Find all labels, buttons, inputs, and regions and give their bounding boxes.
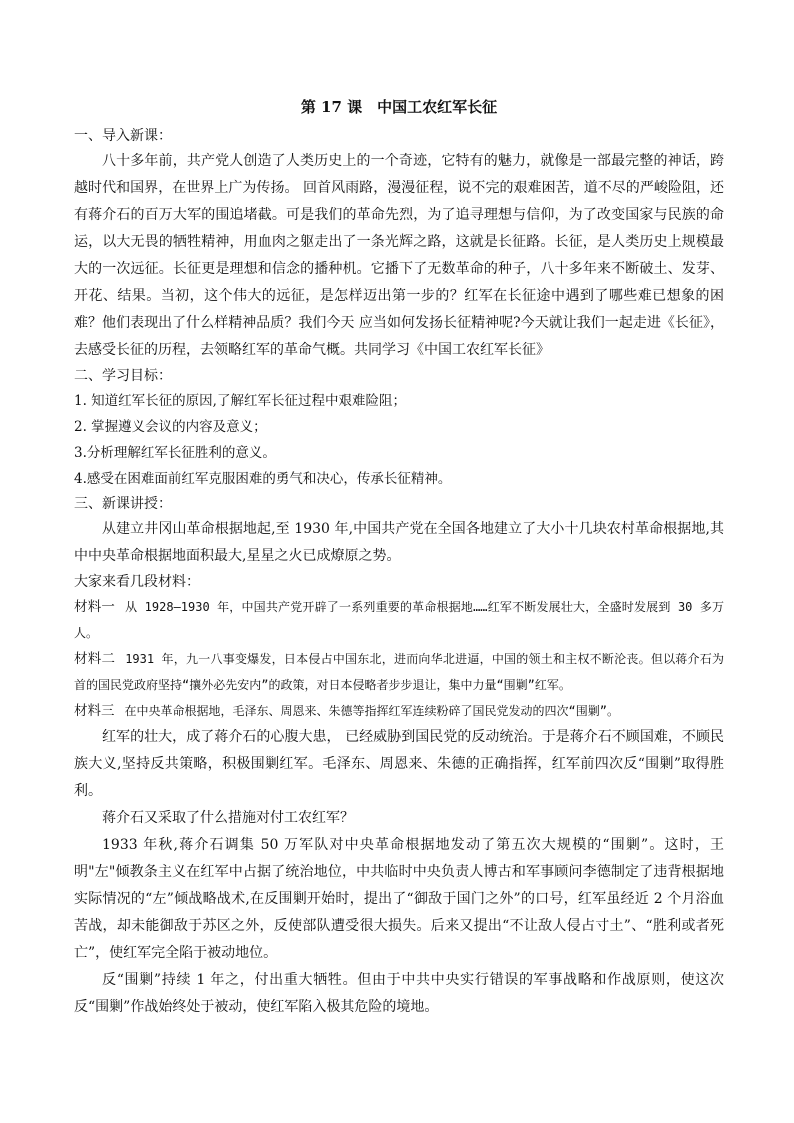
material-label: 材料二 <box>74 651 116 667</box>
paragraph-base-areas: 从建立井冈山革命根据地起,至 1930 年,中国共产党在全国各地建立了大小十几块农村革命根据地,其中中央革命根据地面积最大,星星之火已成燎原之势。 <box>74 521 724 564</box>
question-text: 蒋介石又采取了什么措施对付工农红军？ <box>102 810 354 826</box>
material-label: 材料三 <box>74 703 115 719</box>
lesson-title: 第 17 课 中国工农红军长征 <box>300 98 498 116</box>
paragraph-counter-encirclement: 反“围剿”持续 1 年之，付出重大牺牲。但由于中共中央实行错误的军事战略和作战原则，使这次反“围剿”作战始终处于被动，使红军陷入极其危险的境地。 <box>74 972 724 1015</box>
section-heading-intro: 一、导入新课： <box>74 128 172 144</box>
goal-item: 2. 掌握遵义会议的内容及意义； <box>74 419 267 435</box>
document-page <box>74 96 724 1021</box>
section-heading-goals: 二、学习目标： <box>74 368 172 384</box>
goal-item: 4.感受在困难面前红军克服困难的勇气和决心，传承长征精神。 <box>74 471 452 487</box>
material-one <box>74 594 724 646</box>
material-text: 在中央革命根据地，毛泽东、周恩来、朱德等指挥红军连续粉碎了国民党发动的四次“围剿”。 <box>124 704 619 718</box>
intro-paragraph: 八十多年前，共产党人创造了人类历史上的一个奇迹，它特有的魅力，就像是一部最完整的神话，跨越时代和国界，在世界上广为传扬。 回首风雨路，漫漫征程，说不完的艰难困苦，道不尽的严峻险阻，还有蒋介石的百万大军的围追堵截。可是我们的革命先烈，为了追寻理想与信仰，为了改变国家与民族的命运，以大无畏的牺牲精神，用血肉之躯走出了一条光辉之路，这就是长征路。长征，是人类历史上规模最大的一次远征。长征更是理想和信念的播种机。它播下了无数革命的种子，八十多年来不断破土、发芽、开花、结果。当初，这个伟大的远征，是怎样迈出第一步的？红军在长征途中遇到了哪些难已想象的困难？他们表现出了什么样精神品质？我们今天 应当如何发扬长征精神呢?今天就让我们一起走进《长征》，去感受长征的历程，去领略红军的革命气概。共同学习《中国工农红军长征》 <box>74 153 724 358</box>
materials-intro: 大家来看几段材料： <box>74 574 200 590</box>
material-text: 1931 年，九一八事变爆发，日本侵占中国东北，进而向华北进逼，中国的领土和主权不断沦丧。但以蒋介石为首的国民党政府坚持“攘外必先安内”的政策，对日本侵略者步步退让，集中力量“围剿”红军。 <box>74 652 724 692</box>
section-heading-lecture: 三、新课讲授： <box>74 496 172 512</box>
material-three <box>74 698 724 724</box>
goal-item: 1. 知道红军长征的原因,了解红军长征过程中艰难险阻； <box>74 393 406 409</box>
material-text: 从 1928—1930 年，中国共产党开辟了一系列重要的革命根据地……红军不断发展壮大，全盛时发展到 30 多万人。 <box>74 600 725 640</box>
material-label: 材料一 <box>74 599 116 615</box>
paragraph-red-army-growth: 红军的壮大，成了蒋介石的心腹大患， 已经威胁到国民党的反动统治。于是蒋介石不顾国难，不顾民族大义,坚持反共策略，积极围剿红军。毛泽东、周恩来、朱德的正确指挥，红军前四次反“围剿”取得胜利。 <box>74 729 724 799</box>
paragraph-fifth-encirclement: 1933 年秋,蒋介石调集 50 万军队对中央革命根据地发动了第五次大规模的“围剿”。这时，王明"左"倾教条主义在红军中占据了统治地位，中共临时中央负责人博古和军事顾问李德制定了违背根据地实际情况的“左”倾战略战术,在反围剿开始时，提出了“御敌于国门之外”的口号，红军虽经近 2 个月浴血苦战，却未能御敌于苏区之外，反使部队遭受很大损失。后来又提出“不让敌人侵占寸土”、“胜利或者死亡”，使红军完全陷于被动地位。 <box>74 837 724 961</box>
material-two <box>74 646 724 698</box>
goal-item: 3.分析理解红军长征胜利的意义。 <box>74 445 276 461</box>
